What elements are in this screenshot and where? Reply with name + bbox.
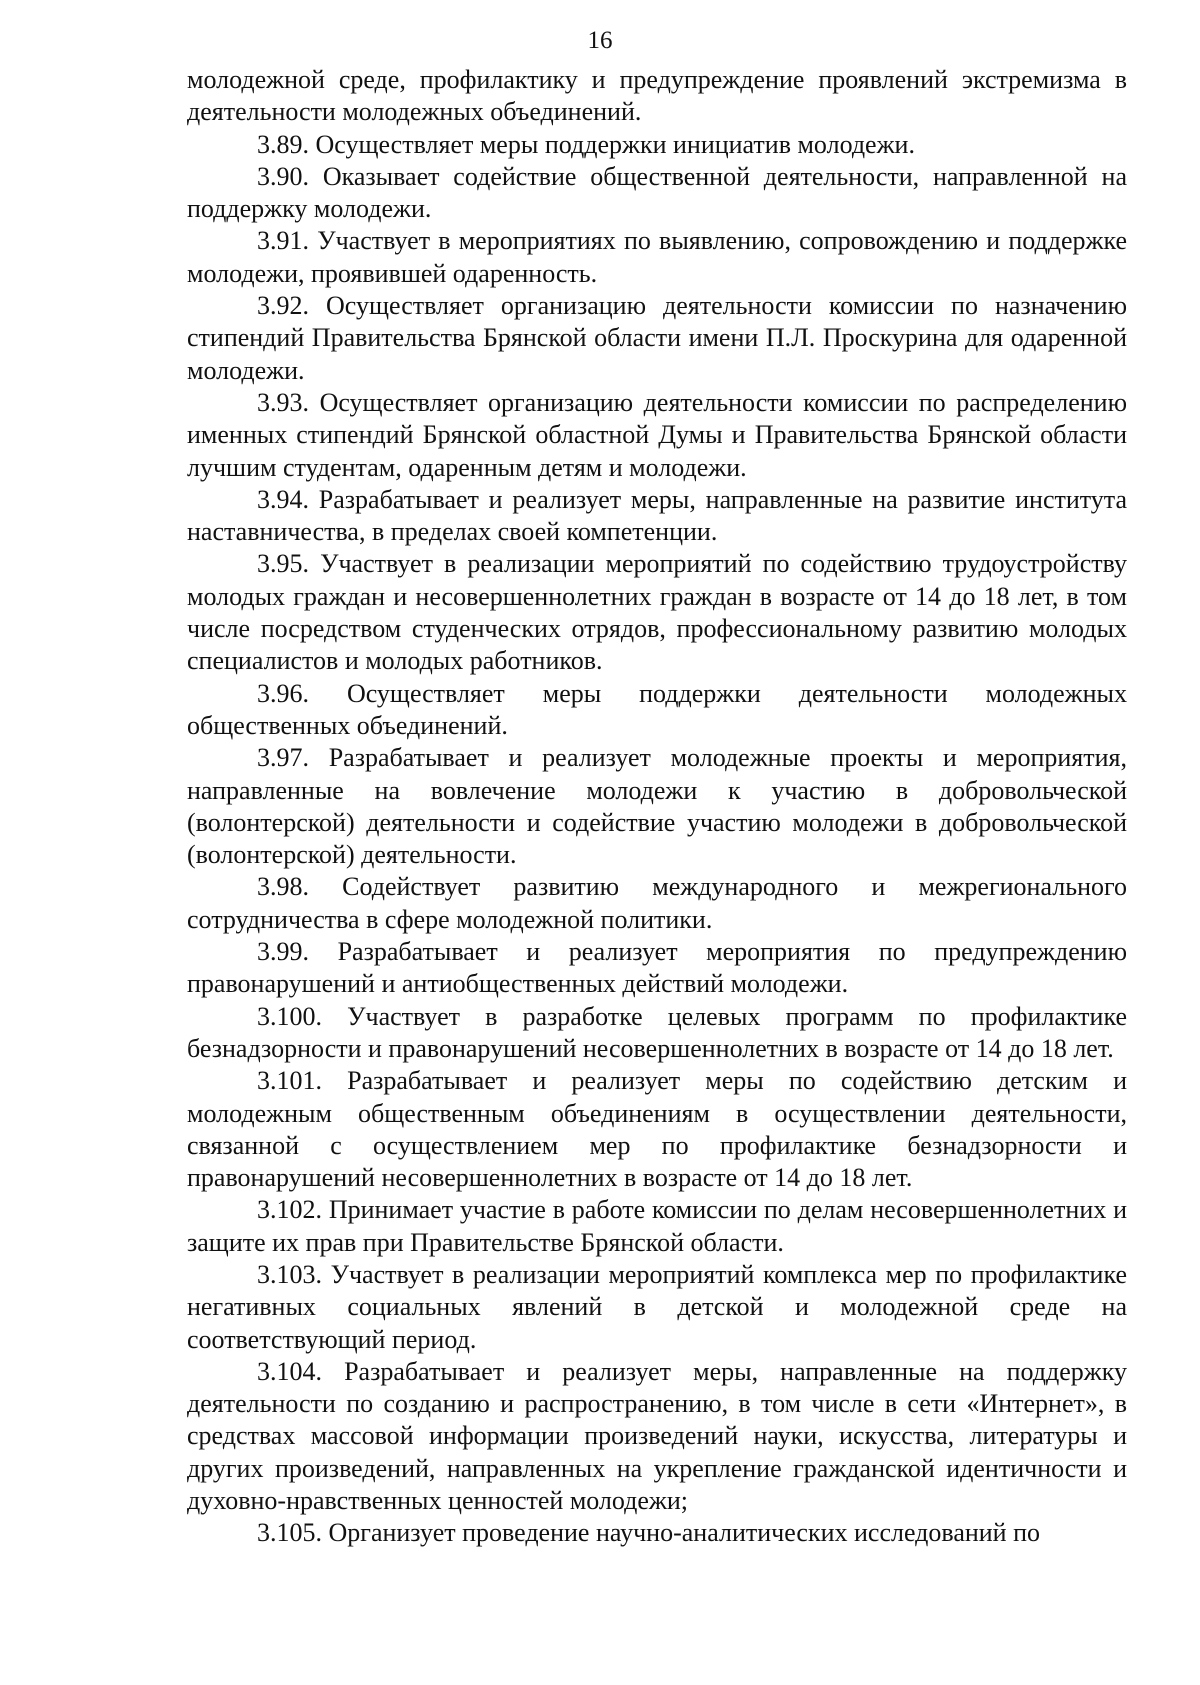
paragraph-3-94: 3.94. Разрабатывает и реализует меры, направленные на развитие института наставничества, в пределах своей компетенции.	[187, 484, 1127, 547]
paragraph-3-102: 3.102. Принимает участие в работе комиссии по делам несовершеннолетних и защите их прав при Правительстве Брянской области.	[187, 1195, 1127, 1257]
document-body	[187, 64, 1127, 1550]
paragraph-3-93: 3.93. Осуществляет организацию деятельности комиссии по распределению именных стипендий Брянской областной Думы и Правительства Брянской области лучшим студентам, одаренным детям и молодежи.	[187, 387, 1127, 482]
paragraph-3-97: 3.97. Разрабатывает и реализует молодежные проекты и мероприятия, направленные на вовлечение молодежи к участию в добровольческой (волонтерской) деятельности и содействие участию молодежи в добровольческой (волонтерской) деятельности.	[187, 743, 1127, 870]
paragraph-3-99: 3.99. Разрабатывает и реализует мероприятия по предупреждению правонарушений и антиобщественных действий молодежи.	[187, 937, 1127, 999]
paragraph-3-96: 3.96. Осуществляет меры поддержки деятельности молодежных общественных объединений.	[187, 678, 1127, 740]
paragraph-3-100: 3.100. Участвует в разработке целевых программ по профилактике безнадзорности и правонарушений несовершеннолетних в возрасте от 14 до 18 лет.	[187, 1001, 1127, 1063]
paragraph-3-89: 3.89. Осуществляет меры поддержки инициатив молодежи.	[257, 129, 915, 159]
page-number: 16	[587, 27, 613, 54]
paragraph-3-103: 3.103. Участвует в реализации мероприятий комплекса мер по профилактике негативных социальных явлений в детской и молодежной среде на соответствующий период.	[187, 1259, 1127, 1354]
paragraph-3-95: 3.95. Участвует в реализации мероприятий по содействию трудоустройству молодых граждан и несовершеннолетних граждан в возрасте от 14 до 18 лет, в том числе посредством студенческих отрядов, профессиональному развитию молодых специалистов и молодых работников.	[187, 549, 1127, 676]
paragraph-3-91: 3.91. Участвует в мероприятиях по выявлению, сопровождению и поддержке молодежи, проявившей одаренность.	[187, 226, 1127, 288]
paragraph-3-105: 3.105. Организует проведение научно-аналитических исследований по	[257, 1518, 1041, 1548]
paragraph-3-104: 3.104. Разрабатывает и реализует меры, направленные на поддержку деятельности по созданию и распространению, в том числе в сети «Интернет», в средствах массовой информации произведений науки, искусства, литературы и других произведений, направленных на укрепление гражданской идентичности и духовно-нравственных ценностей молодежи;	[187, 1356, 1127, 1516]
paragraph-3-98: 3.98. Содействует развитию международного и межрегионального сотрудничества в сфере молодежной политики.	[187, 872, 1127, 934]
paragraph-continuation: молодежной среде, профилактику и предупреждение проявлений экстремизма в деятельности молодежных объединений.	[187, 65, 1127, 127]
paragraph-3-90: 3.90. Оказывает содействие общественной деятельности, направленной на поддержку молодежи.	[187, 161, 1127, 224]
paragraph-3-101: 3.101. Разрабатывает и реализует меры по содействию детским и молодежным общественным объединениям в осуществлении деятельности, связанной с осуществлением мер по профилактике безнадзорности и правонарушений несовершеннолетних в возрасте от 14 до 18 лет.	[187, 1066, 1127, 1193]
paragraph-3-92: 3.92. Осуществляет организацию деятельности комиссии по назначению стипендий Правительства Брянской области имени П.Л. Проскурина для одаренной молодежи.	[187, 291, 1127, 385]
